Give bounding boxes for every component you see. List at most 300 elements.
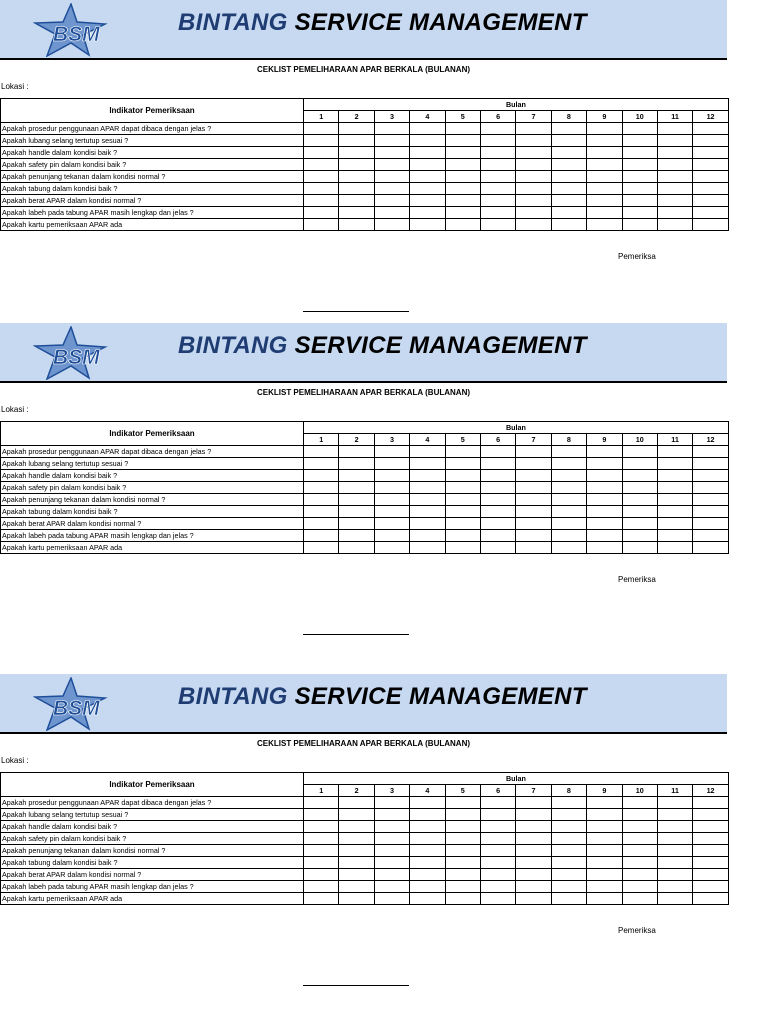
check-cell[interactable] (445, 482, 480, 494)
check-cell[interactable] (445, 821, 480, 833)
check-cell[interactable] (480, 857, 515, 869)
check-cell[interactable] (622, 809, 657, 821)
check-cell[interactable] (657, 845, 692, 857)
check-cell[interactable] (480, 845, 515, 857)
check-cell[interactable] (374, 857, 409, 869)
check-cell[interactable] (622, 195, 657, 207)
check-cell[interactable] (374, 183, 409, 195)
check-cell[interactable] (622, 147, 657, 159)
check-cell[interactable] (551, 470, 586, 482)
check-cell[interactable] (587, 845, 622, 857)
check-cell[interactable] (445, 123, 480, 135)
check-cell[interactable] (693, 797, 729, 809)
check-cell[interactable] (587, 171, 622, 183)
check-cell[interactable] (410, 183, 445, 195)
check-cell[interactable] (551, 123, 586, 135)
check-cell[interactable] (657, 135, 692, 147)
check-cell[interactable] (693, 123, 729, 135)
check-cell[interactable] (657, 857, 692, 869)
check-cell[interactable] (516, 123, 551, 135)
check-cell[interactable] (304, 494, 339, 506)
check-cell[interactable] (445, 542, 480, 554)
check-cell[interactable] (304, 857, 339, 869)
check-cell[interactable] (374, 542, 409, 554)
check-cell[interactable] (622, 494, 657, 506)
check-cell[interactable] (374, 135, 409, 147)
check-cell[interactable] (480, 893, 515, 905)
check-cell[interactable] (657, 171, 692, 183)
check-cell[interactable] (410, 207, 445, 219)
check-cell[interactable] (516, 833, 551, 845)
check-cell[interactable] (374, 171, 409, 183)
check-cell[interactable] (693, 195, 729, 207)
check-cell[interactable] (587, 195, 622, 207)
check-cell[interactable] (693, 845, 729, 857)
check-cell[interactable] (304, 542, 339, 554)
check-cell[interactable] (587, 797, 622, 809)
check-cell[interactable] (374, 833, 409, 845)
check-cell[interactable] (339, 123, 374, 135)
check-cell[interactable] (339, 857, 374, 869)
check-cell[interactable] (304, 470, 339, 482)
check-cell[interactable] (693, 171, 729, 183)
check-cell[interactable] (410, 195, 445, 207)
check-cell[interactable] (374, 845, 409, 857)
check-cell[interactable] (587, 482, 622, 494)
check-cell[interactable] (657, 446, 692, 458)
check-cell[interactable] (693, 482, 729, 494)
check-cell[interactable] (374, 195, 409, 207)
check-cell[interactable] (622, 135, 657, 147)
check-cell[interactable] (551, 821, 586, 833)
check-cell[interactable] (587, 446, 622, 458)
check-cell[interactable] (587, 833, 622, 845)
check-cell[interactable] (374, 797, 409, 809)
check-cell[interactable] (339, 219, 374, 231)
check-cell[interactable] (304, 821, 339, 833)
check-cell[interactable] (516, 183, 551, 195)
check-cell[interactable] (693, 207, 729, 219)
check-cell[interactable] (480, 147, 515, 159)
check-cell[interactable] (410, 833, 445, 845)
check-cell[interactable] (445, 207, 480, 219)
check-cell[interactable] (657, 147, 692, 159)
check-cell[interactable] (339, 458, 374, 470)
check-cell[interactable] (657, 506, 692, 518)
check-cell[interactable] (622, 171, 657, 183)
check-cell[interactable] (551, 893, 586, 905)
check-cell[interactable] (374, 219, 409, 231)
check-cell[interactable] (657, 207, 692, 219)
check-cell[interactable] (657, 893, 692, 905)
check-cell[interactable] (304, 195, 339, 207)
check-cell[interactable] (410, 893, 445, 905)
check-cell[interactable] (516, 518, 551, 530)
check-cell[interactable] (410, 446, 445, 458)
check-cell[interactable] (693, 494, 729, 506)
check-cell[interactable] (622, 857, 657, 869)
signature-line[interactable] (303, 985, 409, 986)
check-cell[interactable] (480, 506, 515, 518)
check-cell[interactable] (304, 123, 339, 135)
check-cell[interactable] (587, 183, 622, 195)
signature-line[interactable] (303, 634, 409, 635)
check-cell[interactable] (622, 797, 657, 809)
check-cell[interactable] (693, 159, 729, 171)
check-cell[interactable] (622, 518, 657, 530)
check-cell[interactable] (516, 542, 551, 554)
check-cell[interactable] (551, 135, 586, 147)
check-cell[interactable] (693, 881, 729, 893)
check-cell[interactable] (339, 183, 374, 195)
check-cell[interactable] (445, 506, 480, 518)
check-cell[interactable] (516, 821, 551, 833)
signature-line[interactable] (303, 311, 409, 312)
check-cell[interactable] (516, 482, 551, 494)
check-cell[interactable] (622, 446, 657, 458)
check-cell[interactable] (657, 183, 692, 195)
check-cell[interactable] (551, 147, 586, 159)
check-cell[interactable] (587, 470, 622, 482)
check-cell[interactable] (516, 446, 551, 458)
check-cell[interactable] (622, 893, 657, 905)
check-cell[interactable] (339, 159, 374, 171)
check-cell[interactable] (410, 482, 445, 494)
check-cell[interactable] (304, 530, 339, 542)
check-cell[interactable] (339, 171, 374, 183)
check-cell[interactable] (445, 135, 480, 147)
check-cell[interactable] (551, 518, 586, 530)
check-cell[interactable] (304, 797, 339, 809)
check-cell[interactable] (657, 881, 692, 893)
check-cell[interactable] (410, 147, 445, 159)
check-cell[interactable] (304, 833, 339, 845)
check-cell[interactable] (516, 219, 551, 231)
check-cell[interactable] (480, 470, 515, 482)
check-cell[interactable] (480, 135, 515, 147)
check-cell[interactable] (551, 446, 586, 458)
check-cell[interactable] (693, 219, 729, 231)
check-cell[interactable] (374, 147, 409, 159)
check-cell[interactable] (587, 494, 622, 506)
check-cell[interactable] (445, 183, 480, 195)
check-cell[interactable] (339, 845, 374, 857)
check-cell[interactable] (657, 821, 692, 833)
check-cell[interactable] (410, 494, 445, 506)
check-cell[interactable] (374, 482, 409, 494)
check-cell[interactable] (304, 207, 339, 219)
check-cell[interactable] (587, 893, 622, 905)
check-cell[interactable] (445, 458, 480, 470)
check-cell[interactable] (374, 470, 409, 482)
check-cell[interactable] (516, 530, 551, 542)
check-cell[interactable] (622, 470, 657, 482)
check-cell[interactable] (410, 881, 445, 893)
check-cell[interactable] (693, 446, 729, 458)
check-cell[interactable] (374, 530, 409, 542)
check-cell[interactable] (622, 833, 657, 845)
check-cell[interactable] (622, 881, 657, 893)
check-cell[interactable] (339, 809, 374, 821)
check-cell[interactable] (587, 869, 622, 881)
check-cell[interactable] (516, 470, 551, 482)
check-cell[interactable] (516, 845, 551, 857)
check-cell[interactable] (587, 518, 622, 530)
check-cell[interactable] (410, 821, 445, 833)
check-cell[interactable] (516, 135, 551, 147)
check-cell[interactable] (374, 809, 409, 821)
check-cell[interactable] (410, 845, 445, 857)
check-cell[interactable] (410, 809, 445, 821)
check-cell[interactable] (480, 869, 515, 881)
check-cell[interactable] (304, 518, 339, 530)
check-cell[interactable] (622, 458, 657, 470)
check-cell[interactable] (304, 219, 339, 231)
check-cell[interactable] (480, 530, 515, 542)
check-cell[interactable] (304, 159, 339, 171)
check-cell[interactable] (410, 135, 445, 147)
check-cell[interactable] (551, 183, 586, 195)
check-cell[interactable] (693, 506, 729, 518)
check-cell[interactable] (693, 821, 729, 833)
check-cell[interactable] (480, 207, 515, 219)
check-cell[interactable] (551, 530, 586, 542)
check-cell[interactable] (480, 833, 515, 845)
check-cell[interactable] (622, 869, 657, 881)
check-cell[interactable] (551, 494, 586, 506)
check-cell[interactable] (587, 135, 622, 147)
check-cell[interactable] (693, 147, 729, 159)
check-cell[interactable] (516, 171, 551, 183)
check-cell[interactable] (374, 123, 409, 135)
check-cell[interactable] (622, 183, 657, 195)
check-cell[interactable] (622, 207, 657, 219)
check-cell[interactable] (693, 470, 729, 482)
check-cell[interactable] (410, 219, 445, 231)
check-cell[interactable] (339, 797, 374, 809)
check-cell[interactable] (551, 857, 586, 869)
check-cell[interactable] (657, 797, 692, 809)
check-cell[interactable] (622, 821, 657, 833)
check-cell[interactable] (657, 518, 692, 530)
check-cell[interactable] (445, 530, 480, 542)
check-cell[interactable] (657, 542, 692, 554)
check-cell[interactable] (657, 470, 692, 482)
check-cell[interactable] (339, 195, 374, 207)
check-cell[interactable] (516, 893, 551, 905)
check-cell[interactable] (551, 845, 586, 857)
check-cell[interactable] (339, 869, 374, 881)
check-cell[interactable] (445, 869, 480, 881)
check-cell[interactable] (551, 869, 586, 881)
check-cell[interactable] (374, 207, 409, 219)
check-cell[interactable] (374, 446, 409, 458)
check-cell[interactable] (693, 135, 729, 147)
check-cell[interactable] (657, 833, 692, 845)
check-cell[interactable] (374, 821, 409, 833)
check-cell[interactable] (374, 893, 409, 905)
check-cell[interactable] (304, 482, 339, 494)
check-cell[interactable] (480, 881, 515, 893)
check-cell[interactable] (551, 809, 586, 821)
check-cell[interactable] (304, 506, 339, 518)
check-cell[interactable] (480, 171, 515, 183)
check-cell[interactable] (587, 881, 622, 893)
check-cell[interactable] (445, 446, 480, 458)
check-cell[interactable] (516, 494, 551, 506)
check-cell[interactable] (622, 219, 657, 231)
check-cell[interactable] (445, 881, 480, 893)
check-cell[interactable] (480, 219, 515, 231)
check-cell[interactable] (587, 458, 622, 470)
check-cell[interactable] (693, 542, 729, 554)
check-cell[interactable] (410, 171, 445, 183)
check-cell[interactable] (657, 809, 692, 821)
check-cell[interactable] (516, 159, 551, 171)
check-cell[interactable] (516, 458, 551, 470)
check-cell[interactable] (516, 857, 551, 869)
check-cell[interactable] (410, 506, 445, 518)
check-cell[interactable] (445, 809, 480, 821)
check-cell[interactable] (480, 458, 515, 470)
check-cell[interactable] (587, 821, 622, 833)
check-cell[interactable] (622, 845, 657, 857)
check-cell[interactable] (339, 135, 374, 147)
check-cell[interactable] (304, 446, 339, 458)
check-cell[interactable] (657, 482, 692, 494)
check-cell[interactable] (304, 171, 339, 183)
check-cell[interactable] (445, 857, 480, 869)
check-cell[interactable] (551, 159, 586, 171)
check-cell[interactable] (374, 159, 409, 171)
check-cell[interactable] (657, 219, 692, 231)
check-cell[interactable] (445, 195, 480, 207)
check-cell[interactable] (339, 518, 374, 530)
check-cell[interactable] (445, 845, 480, 857)
check-cell[interactable] (410, 458, 445, 470)
check-cell[interactable] (304, 458, 339, 470)
check-cell[interactable] (551, 482, 586, 494)
check-cell[interactable] (551, 881, 586, 893)
check-cell[interactable] (693, 183, 729, 195)
check-cell[interactable] (410, 530, 445, 542)
check-cell[interactable] (374, 881, 409, 893)
check-cell[interactable] (516, 506, 551, 518)
check-cell[interactable] (339, 207, 374, 219)
check-cell[interactable] (445, 833, 480, 845)
check-cell[interactable] (374, 518, 409, 530)
check-cell[interactable] (551, 171, 586, 183)
check-cell[interactable] (693, 833, 729, 845)
check-cell[interactable] (516, 207, 551, 219)
check-cell[interactable] (374, 506, 409, 518)
check-cell[interactable] (480, 542, 515, 554)
check-cell[interactable] (374, 869, 409, 881)
check-cell[interactable] (516, 195, 551, 207)
check-cell[interactable] (622, 123, 657, 135)
check-cell[interactable] (622, 506, 657, 518)
check-cell[interactable] (480, 123, 515, 135)
check-cell[interactable] (657, 458, 692, 470)
check-cell[interactable] (410, 869, 445, 881)
check-cell[interactable] (339, 821, 374, 833)
check-cell[interactable] (480, 494, 515, 506)
check-cell[interactable] (445, 159, 480, 171)
check-cell[interactable] (587, 542, 622, 554)
check-cell[interactable] (374, 494, 409, 506)
check-cell[interactable] (445, 797, 480, 809)
check-cell[interactable] (657, 530, 692, 542)
check-cell[interactable] (516, 797, 551, 809)
check-cell[interactable] (445, 893, 480, 905)
check-cell[interactable] (374, 458, 409, 470)
check-cell[interactable] (480, 797, 515, 809)
check-cell[interactable] (445, 518, 480, 530)
check-cell[interactable] (587, 159, 622, 171)
check-cell[interactable] (516, 881, 551, 893)
check-cell[interactable] (657, 869, 692, 881)
check-cell[interactable] (304, 845, 339, 857)
check-cell[interactable] (587, 123, 622, 135)
check-cell[interactable] (622, 159, 657, 171)
check-cell[interactable] (339, 881, 374, 893)
check-cell[interactable] (480, 821, 515, 833)
check-cell[interactable] (693, 518, 729, 530)
check-cell[interactable] (693, 530, 729, 542)
check-cell[interactable] (339, 470, 374, 482)
check-cell[interactable] (480, 518, 515, 530)
check-cell[interactable] (480, 482, 515, 494)
check-cell[interactable] (445, 171, 480, 183)
check-cell[interactable] (480, 159, 515, 171)
check-cell[interactable] (693, 809, 729, 821)
check-cell[interactable] (693, 458, 729, 470)
check-cell[interactable] (587, 219, 622, 231)
check-cell[interactable] (445, 219, 480, 231)
check-cell[interactable] (480, 195, 515, 207)
check-cell[interactable] (551, 219, 586, 231)
check-cell[interactable] (339, 833, 374, 845)
check-cell[interactable] (339, 494, 374, 506)
check-cell[interactable] (657, 159, 692, 171)
check-cell[interactable] (622, 482, 657, 494)
check-cell[interactable] (339, 506, 374, 518)
check-cell[interactable] (339, 893, 374, 905)
check-cell[interactable] (551, 458, 586, 470)
check-cell[interactable] (410, 857, 445, 869)
check-cell[interactable] (410, 470, 445, 482)
check-cell[interactable] (480, 809, 515, 821)
check-cell[interactable] (693, 857, 729, 869)
check-cell[interactable] (516, 809, 551, 821)
check-cell[interactable] (587, 857, 622, 869)
check-cell[interactable] (587, 147, 622, 159)
check-cell[interactable] (339, 530, 374, 542)
check-cell[interactable] (339, 542, 374, 554)
check-cell[interactable] (657, 123, 692, 135)
check-cell[interactable] (551, 833, 586, 845)
check-cell[interactable] (587, 207, 622, 219)
check-cell[interactable] (693, 869, 729, 881)
check-cell[interactable] (339, 147, 374, 159)
check-cell[interactable] (551, 797, 586, 809)
check-cell[interactable] (445, 494, 480, 506)
check-cell[interactable] (693, 893, 729, 905)
check-cell[interactable] (587, 506, 622, 518)
check-cell[interactable] (551, 506, 586, 518)
check-cell[interactable] (304, 893, 339, 905)
check-cell[interactable] (445, 470, 480, 482)
